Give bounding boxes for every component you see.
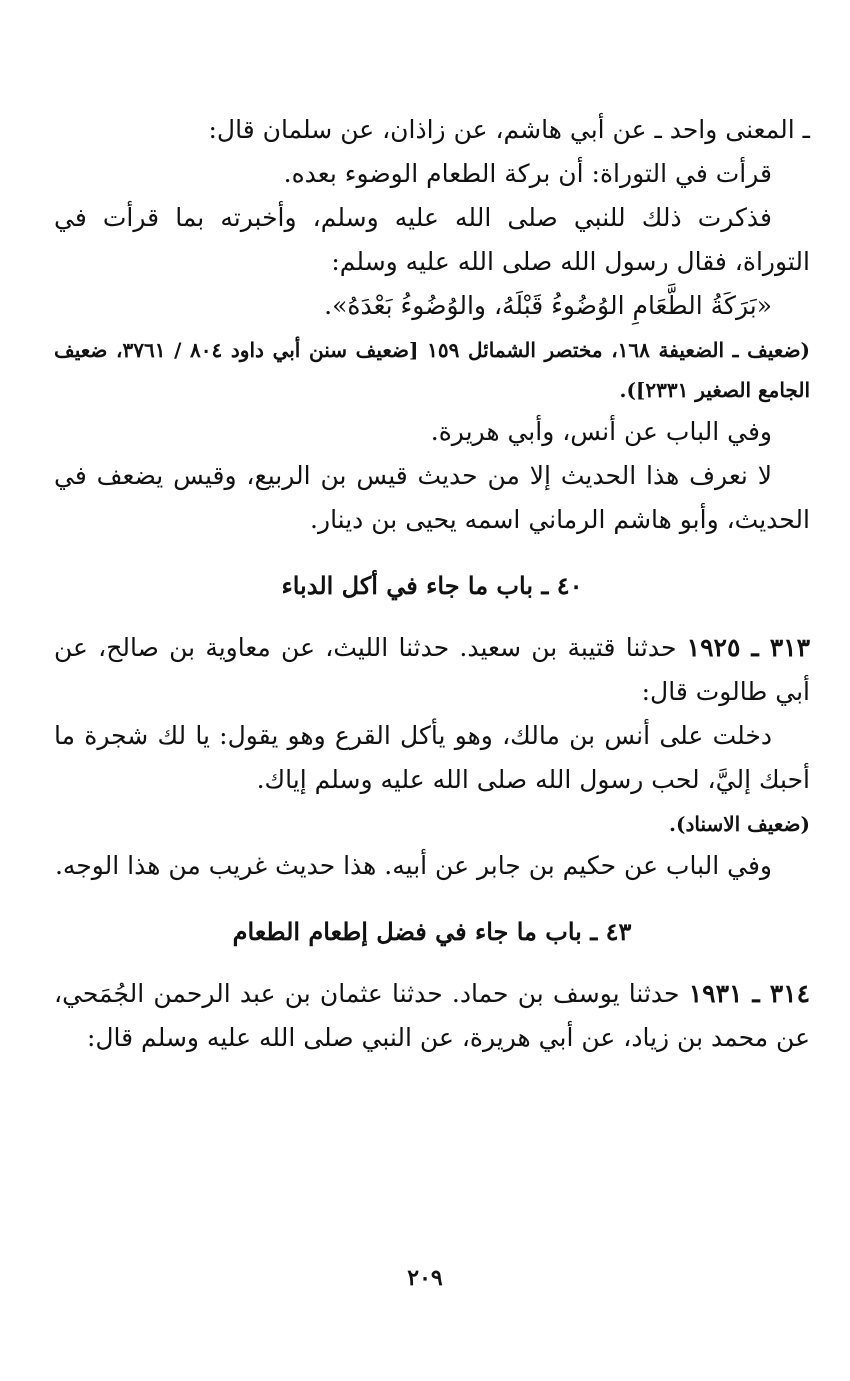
text-line-2: قرأت في التوراة: أن بركة الطعام الوضوء بعده. [283,159,772,188]
text-line-chapter-ref: وفي الباب عن أنس، وأبي هريرة. [430,417,772,446]
grading-note: (ضعيف ـ الضعيفة ١٦٨، مختصر الشمائل ١٥٩ [ضعيف سنن أبي داود ٨٠٤ / ٣٧٦١، ضعيف الجامع الصغير ٢٣٣١]). [54,338,811,402]
prophetic-quote: «بَرَكَةُ الطَّعَامِ الوُضُوءُ قَبْلَهُ، والوُضُوءُ بَعْدَهُ». [324,291,772,320]
hadith-313-number: ٣١٣ ـ ١٩٢٥ [686,633,811,662]
hadith-314-isnad [54,972,810,1060]
hadith-313-text: حدثنا قتيبة بن سعيد. حدثنا الليث، عن معاوية بن صالح، عن أبي طالوت قال: [54,633,810,706]
hadith-313-body: دخلت على أنس بن مالك، وهو يأكل القرع وهو يقول: يا لك شجرة ما أحبك إليَّ، لحب رسول الله صلى الله عليه وسلم إياك. [54,721,810,794]
hadith-314-number: ٣١٤ ـ ١٩٣١ [688,979,811,1008]
hadith-314-text: حدثنا يوسف بن حماد. حدثنا عثمان بن عبد الرحمن الجُمَحي، عن محمد بن زياد، عن أبي هريرة، عن النبي صلى الله عليه وسلم قال: [54,979,810,1052]
chapter-heading-43: ٤٣ ـ باب ما جاء في فضل إطعام الطعام [232,917,632,946]
chapter-heading-40: ٤٠ ـ باب ما جاء في أكل الدباء [281,571,583,600]
hadith-313-grade: (ضعيف الاسناد). [669,812,810,836]
page-number: ٢٠٩ [407,1265,443,1291]
hadith-313-isnad [54,626,810,714]
text-line-1: ـ المعنى واحد ـ عن أبي هاشم، عن زاذان، عن سلمان قال: [208,115,810,144]
text-line-3: فذكرت ذلك للنبي صلى الله عليه وسلم، وأخبرته بما قرأت في التوراة، فقال رسول الله صلى الله عليه وسلم: [54,203,810,276]
text-line-commentary: لا نعرف هذا الحديث إلا من حديث قيس بن الربيع، وقيس يضعف في الحديث، وأبو هاشم الرماني اسمه يحيى بن دينار. [54,461,810,534]
hadith-313-comment: وفي الباب عن حكيم بن جابر عن أبيه. هذا حديث غريب من هذا الوجه. [54,851,772,880]
